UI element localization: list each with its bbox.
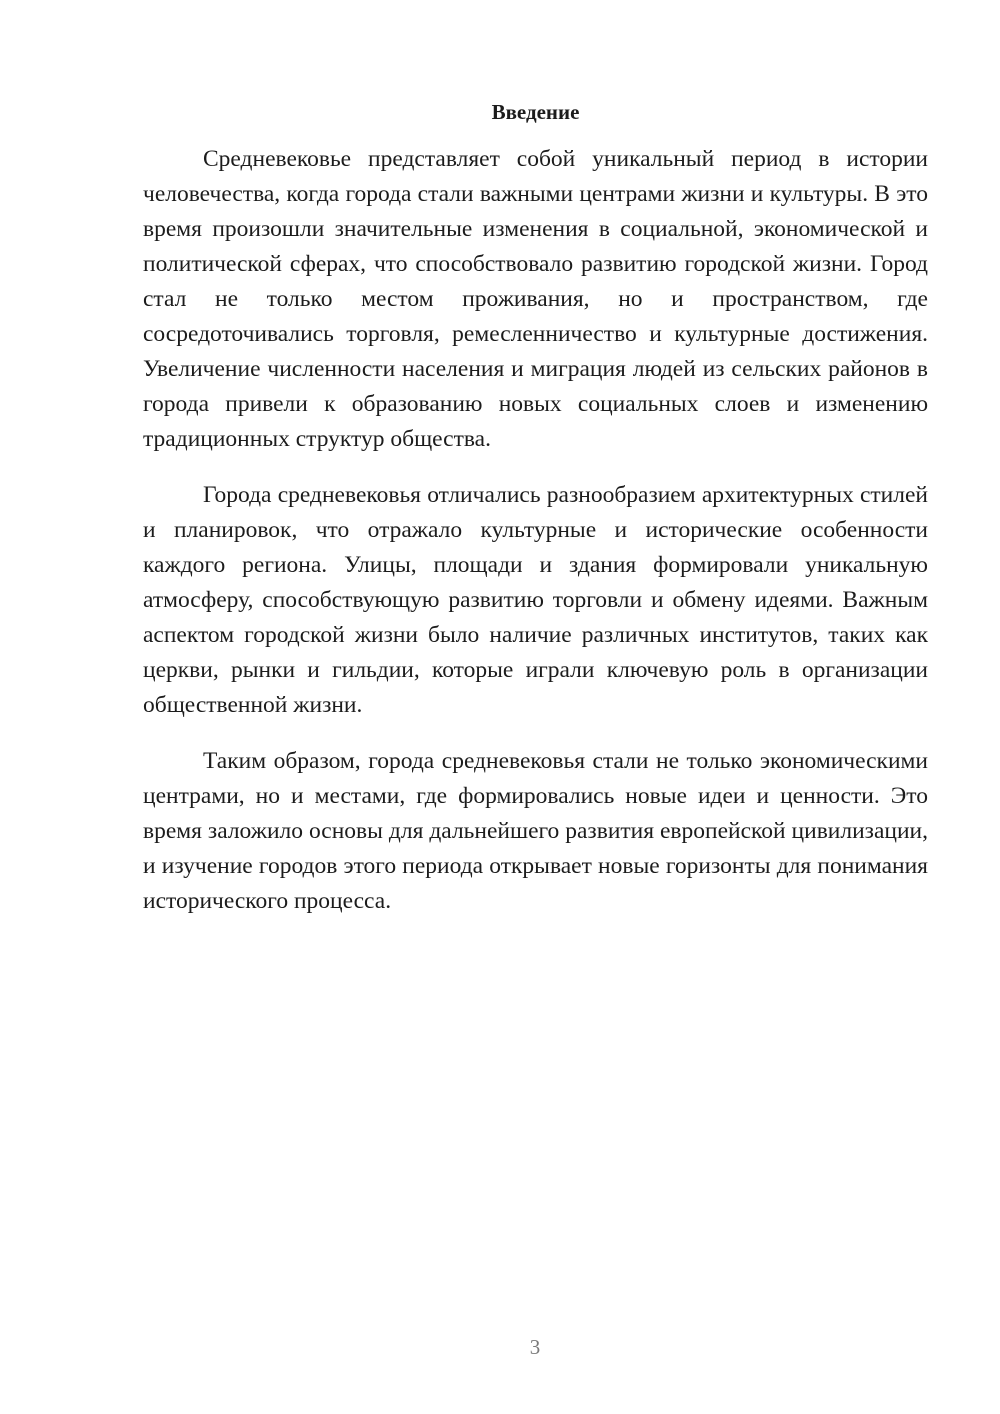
page-title: Введение [491,100,580,124]
document-body [143,142,928,940]
page-number: 3 [529,1335,541,1359]
paragraph-2: Города средневековья отличались разнообразием архитектурных стилей и планировок, что отражало культурные и исторические особенности каждого региона. Улицы, площади и здания формировали уникальную атмосферу, способствующую развитию торговли и обмену идеями. Важным аспектом городской жизни было наличие различных институтов, таких как церкви, рынки и гильдии, которые играли ключевую роль в организации общественной жизни. [143,482,928,718]
paragraph-1: Средневековье представляет собой уникальный период в истории человечества, когда города стали важными центрами жизни и культуры. В это время произошли значительные изменения в социальной, экономической и политической сферах, что способствовало развитию городской жизни. Город стал не только местом проживания, но и пространством, где сосредоточивались торговля, ремесленничество и культурные достижения. Увеличение численности населения и миграция людей из сельских районов в города привели к образованию новых социальных слоев и изменению традиционных структур общества. [143,146,928,452]
paragraph-3: Таким образом, города средневековья стали не только экономическими центрами, но и местами, где формировались новые идеи и ценности. Это время заложило основы для дальнейшего развития европейской цивилизации, и изучение городов этого периода открывает новые горизонты для понимания исторического процесса. [143,748,928,914]
